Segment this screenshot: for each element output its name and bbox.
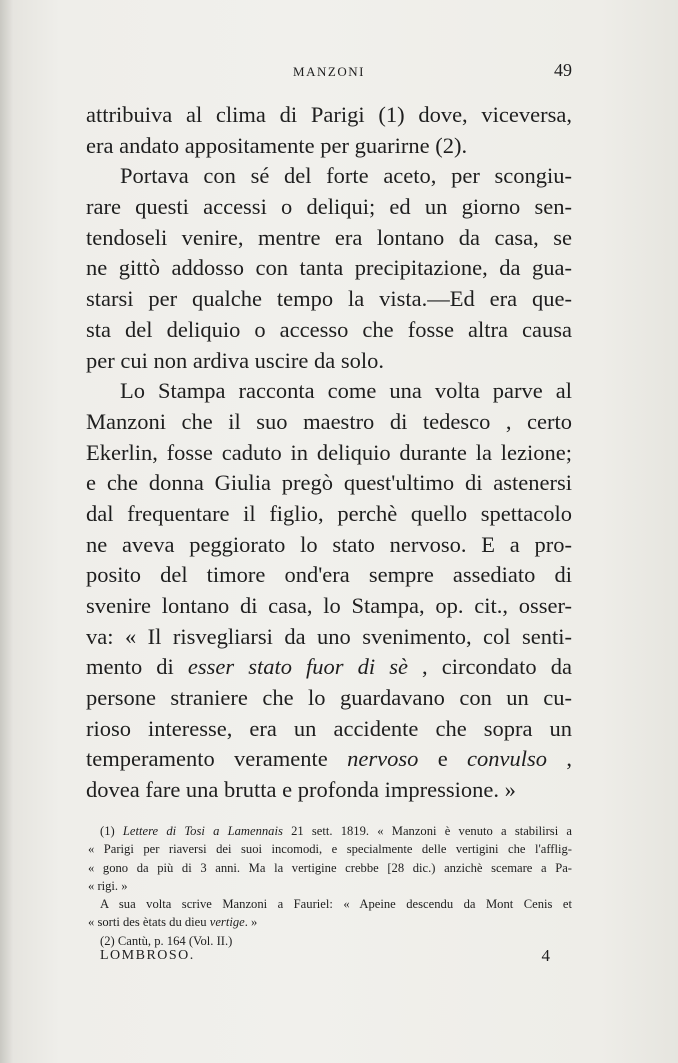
italic-span: nervoso [347,746,419,772]
page-footer [100,948,550,972]
text-line: per cui non ardiva uscire da solo. [86,347,385,373]
text-line: ne gittò addosso con tanta precipitazione, da gua- [86,255,572,281]
text-line: ne aveva peggiorato lo stato nervoso. E a pro- [86,531,572,557]
running-head: MANZONI [293,64,365,79]
text-span: « sorti des ètats du dieu [88,915,210,930]
footnote-line: « Parigi per riaversi dei suoi incomodi, e specialmente delle vertigini che l'afflig- [88,842,572,857]
signature-mark: 4 [541,946,550,965]
footnote-line: (2) Cantù, p. 164 (Vol. II.) [100,933,233,948]
text-span: , circondato da [407,654,572,680]
italic-span: esser stato fuor di sè [187,654,408,680]
text-line: Lo Stampa racconta come una volta parve al [120,378,572,404]
italic-span: convulso [467,746,548,772]
text-line: dovea fare una brutta e profonda impressione. » [86,777,516,803]
text-span: , [547,746,572,772]
text-line: starsi per qualche tempo la vista.—Ed era que- [86,286,572,312]
text-span: temperamento veramente [86,746,348,772]
text-line-mixed [86,744,572,775]
text-line-mixed [86,652,572,683]
text-line: era andato appositamente per guarirne (2). [86,132,468,158]
page-number: 49 [554,60,572,80]
footnote-line: A sua volta scrive Manzoni a Fauriel: « Apeine descendu da Mont Cenis et [100,897,572,912]
footnote-line [88,913,572,931]
text-line: tendoseli venire, mentre era lontano da casa, se [86,224,572,250]
text-line: sta del deliquio o accesso che fosse altra causa [86,316,572,342]
text-span: mento di [86,654,188,680]
footnote-marker: (1) [100,824,123,838]
text-line: dal frequentare il figlio, perchè quello spettacolo [86,500,572,526]
text-line: rare questi accessi o deliqui; ed un giorno sen- [86,194,572,220]
text-line: e che donna Giulia pregò quest'ultimo di astenersi [86,470,572,496]
text-line: svenire lontano di casa, lo Stampa, op. cit., osser- [86,593,572,618]
text-span: . » [244,915,258,930]
footnote-line [88,822,572,840]
text-line: Manzoni che il suo maestro di tedesco , certo [86,408,572,434]
text-line: persone straniere che lo guardavano con un cu- [86,685,572,711]
body-text [86,100,572,806]
text-line: Ekerlin, fosse caduto in deliquio durante la lezione; [86,439,572,465]
text-line: Portava con sé del forte aceto, per scongiu- [120,163,572,189]
italic-span: vertige [209,915,245,930]
text-line: rioso interesse, era un accidente che sopra un [86,715,572,741]
page-header [86,60,572,86]
page-spine-shadow [0,0,14,1063]
text-span: 21 sett. 1819. « Manzoni è venuto a stabilirsi a [282,824,572,838]
text-line: posito del timore ond'era sempre assediato di [86,562,572,588]
footnote-line: « gono da più di 3 anni. Ma la vertigine crebbe [28 dic.) anzichè scemare a Pa- [88,860,572,875]
text-line: va: « Il risvegliarsi da uno svenimento, col senti- [86,623,572,649]
printer-signature: LOMBROSO. [100,948,195,963]
text-span: e [418,746,468,772]
text-line: attribuiva al clima di Parigi (1) dove, viceversa, [86,102,572,127]
footnotes [88,822,572,950]
italic-span: Lettere di Tosi a Lamennais [122,824,283,838]
footnote-line: « rigi. » [88,878,128,893]
